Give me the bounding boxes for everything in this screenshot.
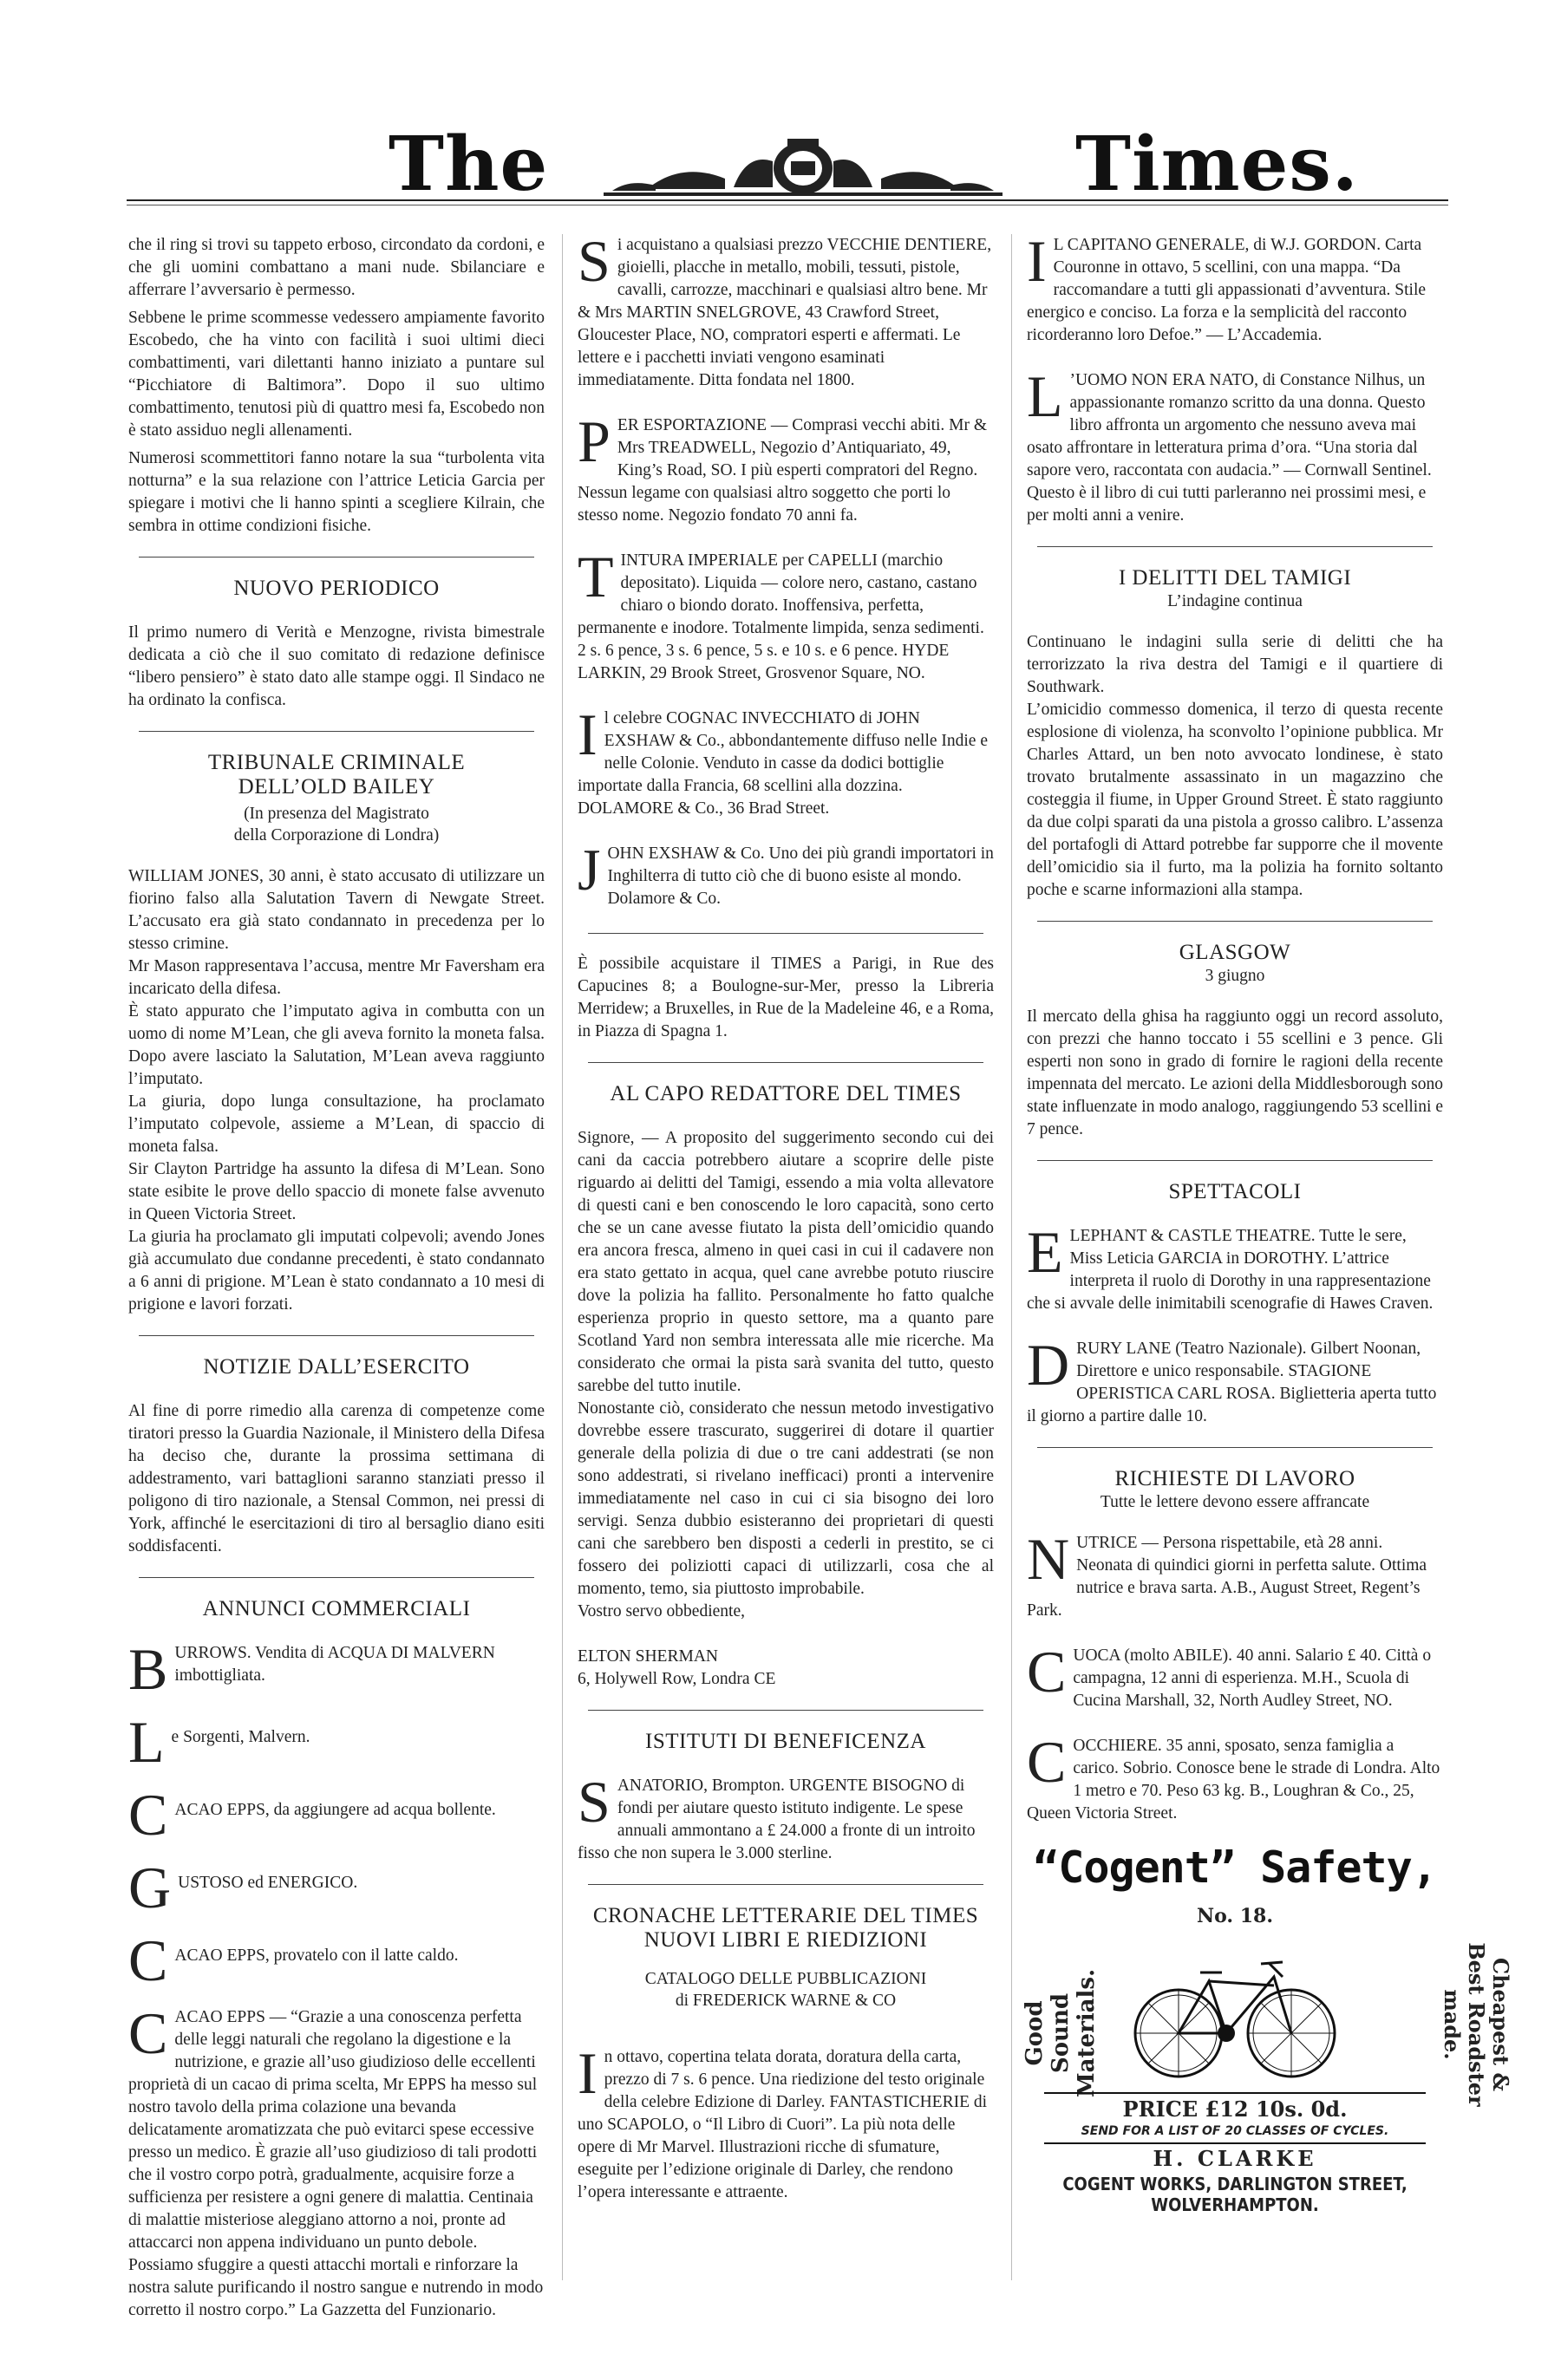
classified-ad <box>128 1927 545 1993</box>
classified-ad <box>128 1709 545 1775</box>
drop-cap: L <box>128 1709 165 1775</box>
article-paragraph: La giuria, dopo lunga consultazione, ha proclamato l’imputato colpevole, assieme a M’Lean, di spaccio di moneta falsa. <box>128 1092 545 1156</box>
classified-ad <box>578 408 994 527</box>
section-heading: NUOVI LIBRI E RIEDIZIONI <box>643 1928 928 1952</box>
classified-ad <box>578 837 994 910</box>
letter-paragraph: Vostro servo obbediente, <box>578 1602 745 1620</box>
ad-text: ACAO EPPS, da aggiungere ad acqua bollente. <box>174 1801 496 1819</box>
article-paragraph: È possibile acquistare il TIMES a Parigi, in Rue des Capucines 8; a Boulogne-sur-Mer, presso la Libreria Merridew; a Bruxelles, in Rue de la Madeleine 46, e a Roma, in Piazza di Spagna 1. <box>578 955 994 1040</box>
section-rule <box>588 1062 983 1063</box>
article-paragraph: Continuano le indagini sulla serie di delitti che ha terrorizzato la riva destra del Tamigi e il quartiere di Southwark. <box>1027 633 1443 696</box>
section-rule <box>139 1577 534 1578</box>
section-rule <box>1037 921 1433 922</box>
classified-ad <box>578 701 994 820</box>
ad-maker-address: COGENT WORKS, DARLINGTON STREET, WOLVERHAMPTON. <box>1062 2174 1408 2215</box>
ad-side-slogan: Cheapest & Best Roadster made. <box>1440 1942 1513 2107</box>
article-paragraph: Sebbene le prime scommesse vedessero ampiamente favorito Escobedo, che ha vinto con facilità i suoi ultimi dieci combattimenti, vari dilettanti hanno iniziato a puntare sul “Picchiatore di Baltimora”. Dopo il suo ultimo combattimento, tenutosi più di quattro mesi fa, Escobedo non è stato assiduo negli allenamenti. <box>128 309 545 440</box>
job-text: UTRICE — Persona rispettabile, età 28 anni. Neonata di quindici giorni in perfetta salute. Ottima nutrice e brava sarta. A.B., August Street, Regent’s Park. <box>1027 1534 1427 1620</box>
ad-text: USTOSO ed ENERGICO. <box>178 1874 358 1892</box>
drop-cap: N <box>1027 1526 1070 1592</box>
article-paragraph: Mr Mason rappresentava l’accusa, mentre Mr Faversham era incaricato della difesa. <box>128 957 545 998</box>
classified-ad <box>128 2000 545 2322</box>
section-rule <box>139 731 534 732</box>
section-subheading: 3 giugno <box>1205 967 1265 985</box>
section-subheading: (In presenza del Magistrato <box>244 805 429 823</box>
notice-text: LEPHANT & CASTLE THEATRE. Tutte le sere, Miss Leticia GARCIA in DOROTHY. L’attrice interpreta il ruolo di Dorothy in una rappresentazione che si avvale delle inimitabili scenografie di Hawes Craven. <box>1027 1227 1434 1313</box>
column-divider <box>562 234 563 2280</box>
article-paragraph: Sir Clayton Partridge ha assunto la difesa di M’Lean. Sono state esibite le prove dello spaccio di monete false avvenuto in Queen Victoria Street. <box>128 1160 545 1223</box>
section-heading: NOTIZIE DALL’ESERCITO <box>203 1355 470 1379</box>
drop-cap: I <box>578 701 598 767</box>
section-heading: TRIBUNALE CRIMINALE <box>207 751 466 774</box>
article-paragraph: Al fine di porre rimedio alla carenza di competenze come tiratori presso la Guardia Nazionale, il Ministero della Difesa ha deciso che, durante la prossima settimana di addestramento, vari battaglioni saranno stanziati presso il poligono di tiro nazionale, a Stensal Common, nei pressi di York, affinché le esercitazioni di tiro al bersaglio diano esiti soddisfacenti. <box>128 1402 545 1555</box>
job-request <box>1027 1639 1443 1712</box>
masthead <box>127 121 1448 208</box>
drop-cap: C <box>128 2000 168 2066</box>
bicycle-icon <box>1131 1938 1339 2085</box>
masthead-rule <box>127 199 1448 201</box>
drop-cap: D <box>1027 1332 1070 1398</box>
job-request <box>1027 1729 1443 1825</box>
article-paragraph: Il primo numero di Verità e Menzogne, rivista bimestrale dedicata a ciò che il suo comitato di redazione definisce “libero pensiero” è stato dato alle stampe oggi. Il Sindaco ne ha ordinato la confisca. <box>128 623 545 709</box>
section-rule <box>588 1884 983 1885</box>
article-paragraph: L’omicidio commesso domenica, il terzo di questa recente esplosione di violenza, ha sconvolto l’opinione pubblica. Mr Charles Attard, un ben noto avvocato londinese, è stato trovato brutalmente assassinato in un magazzino che costeggia il fiume, in Upper Ground Street. È stato raggiunto da due colpi sparati da una pistola a grosso calibro. L’assenza del portafogli di Attard potrebbe far supporre che il movente dell’omicidio sia il furto, ma la polizia ha fornito soltanto poche e scarne informazioni alla stampa. <box>1027 701 1443 899</box>
ad-text: INTURA IMPERIALE per CAPELLI (marchio depositato). Liquida — colore nero, castano, castano chiaro o biondo dorato. Inoffensiva, perfetta, permanente e inodore. Totalmente limpida, senza sedimenti. 2 s. 6 pence, 3 s. 6 pence, 5 s. e 10 s. e 6 pence. HYDE LARKIN, 29 Brook Street, Grosvenor Square, NO. <box>578 551 984 682</box>
section-subheading: Tutte le lettere devono essere affrancate <box>1100 1493 1370 1511</box>
letter-paragraph: Signore, — A proposito del suggerimento secondo cui dei cani da caccia potrebbero aiutare a scoprire delle piste riguardo ai delitti del Tamigi, essendo a mia volta allevatore di questi cani e ben conoscendo le loro capacità, sono certo che se un cane avesse fiutato la pista dell’omicidio quando era ancora fresca, almeno in quei casi in cui il cadavere non era stato gettato in acqua, quel cane avrebbe potuto riuscire dove la polizia ha fallito. Personalmente ho fatto qualche esperienza proprio in questo settore, ma a quanto pare Scotland Yard non sembra interessata alle mie ricerche. Ma considerato che ormai la pista sarà svanita del tutto, questo sarebbe del tutto inutile. <box>578 1129 994 1395</box>
classified-ad <box>578 544 994 685</box>
ad-text: l celebre COGNAC INVECCHIATO di JOHN EXSHAW & Co., abbondantemente diffuso nelle Indie e nelle Colonie. Venduto in casse da dodici bottiglie importate dalla Francia, 68 scellini alla dozzina. DOLAMORE & Co., 36 Brad Street. <box>578 709 988 818</box>
section-rule <box>588 1710 983 1711</box>
classified-ad <box>578 228 994 392</box>
ad-text: ACAO EPPS — “Grazie a una conoscenza perfetta delle leggi naturali che regolano la digestione e la nutrizione, e grazie all’uso giudizioso delle eccellenti proprietà di un cacao di prima scelta, Mr EPPS ha messo sul nostro tavolo della prima colazione una bevanda delicatamente aromatizzata che può evitarci spese eccessive presso un medico. È grazie all’uso giudizioso di tali prodotti che il vostro corpo potrà, gradualmente, acquisire forze a sufficienza per resistere a ogni genere di malattia. Centinaia di malattie misteriose aleggiano attorno a noi, pronte ad attaccarci non appena individuano un punto debole. Possiamo sfuggire a questi attacchi mortali e rinforzare la nostra salute purificando il nostro sangue e nutrendo in modo corretto il nostro corpo.” La Gazzetta del Funzionario. <box>128 2008 544 2319</box>
article-paragraph: È stato appurato che l’imputato agiva in combutta con un uomo di nome M’Lean, che gli aveva fornito la moneta falsa. Dopo avere lasciato la Salutation, M’Lean aveva raggiunto l’imputato. <box>128 1002 545 1088</box>
ad-rule <box>1044 2092 1426 2094</box>
ad-catalogue-note: SEND FOR A LIST OF 20 CLASSES OF CYCLES. <box>1081 2124 1389 2138</box>
section-heading: DELL’OLD BAILEY <box>238 775 435 799</box>
job-request <box>1027 1526 1443 1622</box>
column-3 <box>1022 228 1513 2215</box>
article-paragraph: La giuria ha proclamato gli imputati colpevoli; avendo Jones già accumulato due condanne precedenti, è stato condannato a 6 anni di prigione. M’Lean è stato condannato a 10 mesi di prigione e lavori forzati. <box>128 1228 545 1314</box>
drop-cap: I <box>1027 228 1047 294</box>
ad-title: “Cogent” Safety, <box>1033 1842 1437 1893</box>
drop-cap: J <box>578 837 601 903</box>
article-paragraph: Numerosi scommettitori fanno notare la sua “turbolenta vita notturna” e la sua relazione con l’attrice Leticia Garcia per spiegare i motivi che li hanno spinti a scegliere Kilrain, che sembra in ottime condizioni fisiche. <box>128 449 545 535</box>
ad-maker-name: H. CLARKE <box>1153 2146 1317 2171</box>
book-notice <box>1027 363 1443 527</box>
ad-text: ACAO EPPS, provatelo con il latte caldo. <box>174 1946 459 1965</box>
masthead-title-right: Times. <box>1075 121 1359 208</box>
book-text: ’UOMO NON ERA NATO, di Constance Nilhus, un appassionante romanzo scritto da una donna. Questo libro affronta un argomento che nessuno aveva mai osato affrontare in letteratura prima d’ora. “Una storia dal sapore vero, raccontata con audacia.” — Cornwall Sentinel. Questo è il libro di cui tutti parleranno nei prossimi mesi, e per molti anni a venire. <box>1027 371 1432 525</box>
ad-text: e Sorgenti, Malvern. <box>171 1728 310 1746</box>
drop-cap: G <box>128 1855 172 1920</box>
section-heading: ISTITUTI DI BENEFICENZA <box>645 1730 926 1753</box>
article-paragraph: Il mercato della ghisa ha raggiunto oggi un record assoluto, con prezzi che hanno toccato i 55 scellini e 3 pence. Gli esperti non sono in grado di fornire le ragioni della recente impennata del mercato. Le azioni della Middlesborough sono state influenzate in modo analogo, raggiungendo 53 scellini e 7 pence. <box>1027 1007 1443 1138</box>
ad-text: ANATORIO, Brompton. URGENTE BISOGNO di fondi per aiutare questo istituto indigente. Le spese annuali ammontano a £ 24.000 a fronte di un introito fisso che non supera le 3.000 sterline. <box>578 1777 976 1862</box>
column-1 <box>128 234 545 2344</box>
drop-cap: E <box>1027 1219 1063 1285</box>
section-heading: AL CAPO REDATTORE DEL TIMES <box>610 1082 962 1105</box>
ad-text: i acquistano a qualsiasi prezzo VECCHIE DENTIERE, gioielli, placche in metallo, mobili, tessuti, pistole, cavalli, carrozze, macchinari e qualsiasi altro bene. Mr & Mrs MARTIN SNELGROVE, 43 Crawford Street, Gloucester Place, NO, compratori esperti e affermati. Le lettere e i pacchetti inviati vengono esaminati immediatamente. Ditta fondata nel 1800. <box>578 236 992 389</box>
section-rule <box>1037 546 1433 547</box>
bicycle-advertisement <box>1022 1842 1513 2215</box>
article-paragraph: che il ring si trovi su tappeto erboso, circondato da cordoni, e che gli uomini combattano a mani nude. Sbilanciare e afferrare l’avversario è permesso. <box>128 236 545 299</box>
theatre-notice <box>1027 1332 1443 1428</box>
royal-crest-icon <box>595 135 1011 198</box>
letter-paragraph: Nonostante ciò, considerato che nessun metodo investigativo dovrebbe essere trascurato, suggerirei di dotare il quartier generale della polizia di due o tre cani addestrati (se non sono addestrati, si rivelano inefficaci) pronti a intervenire immediatamente nel caso in cui ci sia bisogno dei loro servigi. Senza dubbio esisteranno dei proprietari di questi cani che sarebbero ben disposti a cederli in prestito, se ci fossero dei poliziotti capaci di utilizzarli, cosa che al momento, temo, sia piuttosto improbabile. <box>578 1399 994 1598</box>
section-rule <box>1037 1447 1433 1448</box>
section-heading: I DELITTI DEL TAMIGI <box>1118 566 1352 590</box>
ad-model-number: No. 18. <box>1197 1905 1273 1927</box>
theatre-notice <box>1027 1219 1443 1315</box>
drop-cap: T <box>578 544 614 610</box>
book-notice <box>1027 228 1443 347</box>
drop-cap: S <box>578 228 611 294</box>
column-2 <box>578 228 994 2227</box>
section-heading: ANNUNCI COMMERCIALI <box>202 1597 471 1620</box>
section-heading: SPETTACOLI <box>1168 1180 1302 1203</box>
job-text: OCCHIERE. 35 anni, sposato, senza famiglia a carico. Sobrio. Conosce bene le strade di Londra. Alto 1 metro e 70. Peso 63 kg. B., Loughran & Co., 25, Queen Victoria Street. <box>1027 1737 1440 1822</box>
section-heading: CRONACHE LETTERARIE DEL TIMES <box>592 1904 979 1927</box>
ad-price: PRICE £12 10s. 0d. <box>1122 2096 1348 2122</box>
ad-text: ER ESPORTAZIONE — Comprasi vecchi abiti. Mr & Mrs TREADWELL, Negozio d’Antiquariato, 49, King’s Road, SO. I più esperti compratori del Regno. Nessun legame con qualsiasi altro soggetto che porti lo stesso nome. Negozio fondato 70 anni fa. <box>578 416 988 525</box>
classified-ad <box>128 1636 545 1702</box>
drop-cap: C <box>1027 1639 1067 1705</box>
section-heading: RICHIESTE DI LAVORO <box>1114 1467 1355 1490</box>
classified-ad <box>128 1855 545 1920</box>
article-paragraph: WILLIAM JONES, 30 anni, è stato accusato di utilizzare un fiorino falso alla Salutation Tavern di Newgate Street. L’accusato era già stato condannato in precedenza per lo stesso crimine. <box>128 867 545 953</box>
drop-cap: I <box>578 2040 598 2106</box>
ad-text: OHN EXSHAW & Co. Uno dei più grandi importatori in Inghilterra di tutto ciò che di buono esiste al mondo. Dolamore & Co. <box>607 844 994 908</box>
section-subheading: L’indagine continua <box>1167 592 1303 610</box>
drop-cap: L <box>1027 363 1063 429</box>
classified-ad <box>578 1769 994 1865</box>
section-rule <box>588 933 983 934</box>
ad-side-slogan: Good Sound Materials. <box>1022 1968 1100 2098</box>
book-notice <box>578 2040 994 2204</box>
job-text: UOCA (molto ABILE). 40 anni. Salario £ 40. Città o campagna, 12 anni di esperienza. M.H., Scuola di Cucina Marshall, 32, North Audley Street, NO. <box>1073 1646 1432 1710</box>
classified-ad <box>128 1782 545 1848</box>
letter-address: 6, Holywell Row, Londra CE <box>578 1670 776 1688</box>
ad-rule <box>1044 2142 1426 2144</box>
drop-cap: C <box>128 1782 168 1848</box>
drop-cap: C <box>128 1927 168 1993</box>
drop-cap: C <box>1027 1729 1067 1795</box>
section-subheading: della Corporazione di Londra) <box>233 826 440 844</box>
section-subheading: CATALOGO DELLE PUBBLICAZIONI <box>644 1970 927 1988</box>
drop-cap: B <box>128 1636 168 1702</box>
section-rule <box>1037 1160 1433 1161</box>
ad-text: URROWS. Vendita di ACQUA DI MALVERN imbottigliata. <box>174 1644 495 1685</box>
drop-cap: S <box>578 1769 611 1835</box>
book-text: n ottavo, copertina telata dorata, doratura della carta, prezzo di 7 s. 6 pence. Una riedizione del testo originale della celebre Edizione di Darley. FANTASTICHERIE di uno SCAPOLO, o “Il Libro di Cuori”. La più nota delle opere di Mr Marvel. Illustrazioni ricche di sfumature, eseguite per l’edizione originale di Darley, che rendono l’opera interessante e attraente. <box>578 2048 988 2201</box>
drop-cap: P <box>578 408 611 474</box>
masthead-title-left: The <box>389 121 549 208</box>
section-subheading: di FREDERICK WARNE & CO <box>675 1992 897 2010</box>
book-text: L CAPITANO GENERALE, di W.J. GORDON. Carta Couronne in ottavo, 5 scellini, con una mappa. “Da raccomandare a tutti gli appassionati d’avventura. Stile energico e conciso. La forza e la semplicità del racconto ricorderanno loro Defoe.” — L’Accademia. <box>1027 236 1427 344</box>
section-rule <box>139 1335 534 1336</box>
section-heading: NUOVO PERIODICO <box>233 577 440 600</box>
notice-text: RURY LANE (Teatro Nazionale). Gilbert Noonan, Direttore e unico responsabile. STAGIONE OPERISTICA CARL ROSA. Biglietteria aperta tutto il giorno a partire dalle 10. <box>1027 1340 1437 1425</box>
section-rule <box>139 557 534 558</box>
letter-signature: ELTON SHERMAN <box>578 1647 718 1666</box>
column-divider <box>1011 234 1012 2280</box>
section-heading: GLASGOW <box>1179 941 1291 964</box>
